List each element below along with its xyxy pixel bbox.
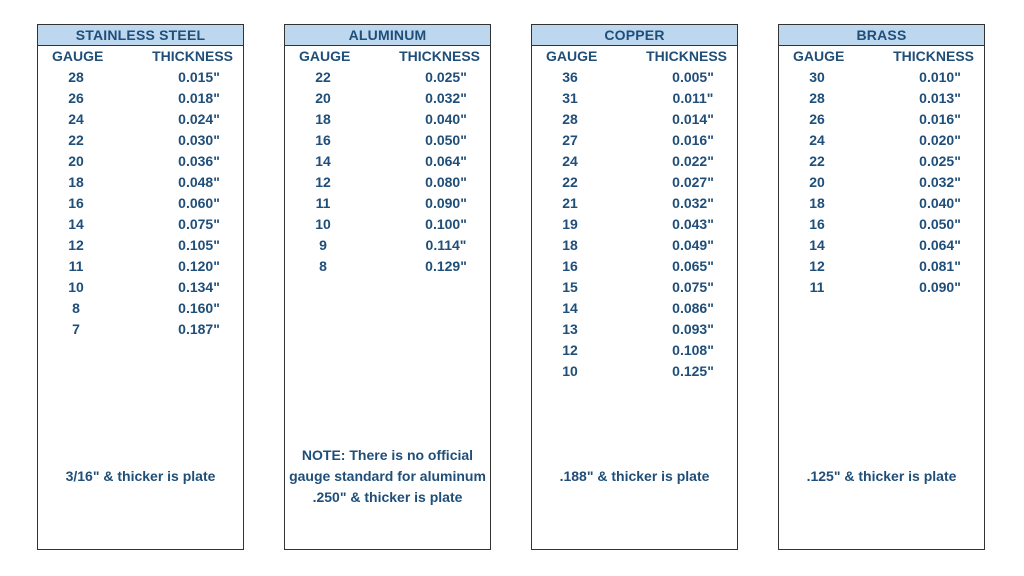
thickness-cell: 0.022": [672, 153, 714, 169]
thickness-cell: 0.090": [425, 195, 467, 211]
note-line: .125" & thicker is plate: [806, 468, 957, 484]
gauge-cell: 18: [809, 195, 825, 211]
thickness-cell: 0.032": [425, 90, 467, 106]
aluminum-note: [285, 445, 490, 508]
panel-aluminum: [284, 24, 491, 550]
gauge-cell: 20: [68, 153, 84, 169]
gauge-cell: 10: [68, 279, 84, 295]
gauge-cell: 19: [562, 216, 578, 232]
table-row: [38, 151, 243, 172]
gauge-cell: 27: [562, 132, 578, 148]
gauge-cell: 9: [319, 237, 327, 253]
panel-stainless-steel: [37, 24, 244, 550]
panel-title: ALUMINUM: [285, 25, 490, 46]
thickness-cell: 0.075": [178, 216, 220, 232]
column-header-row: [285, 46, 490, 67]
table-row: [38, 130, 243, 151]
table-row: [285, 109, 490, 130]
gauge-cell: 26: [68, 90, 84, 106]
gauge-cell: 16: [315, 132, 331, 148]
thickness-cell: 0.024": [178, 111, 220, 127]
gauge-cell: 24: [809, 132, 825, 148]
note-line: NOTE: There is no official: [301, 447, 474, 463]
gauge-cell: 11: [315, 195, 331, 211]
gauge-cell: 13: [562, 321, 578, 337]
thickness-cell: 0.086": [672, 300, 714, 316]
thickness-cell: 0.065": [672, 258, 714, 274]
gauge-cell: 12: [315, 174, 331, 190]
gauge-cell: 16: [68, 195, 84, 211]
table-row: [532, 67, 737, 88]
table-row: [285, 256, 490, 277]
panel-copper: [531, 24, 738, 550]
panel-title: STAINLESS STEEL: [38, 25, 243, 46]
gauge-cell: 14: [68, 216, 84, 232]
gauge-cell: 10: [315, 216, 331, 232]
gauge-cell: 18: [315, 111, 331, 127]
gauge-cell: 26: [809, 111, 825, 127]
gauge-header: GAUGE: [52, 48, 104, 64]
gauge-header: GAUGE: [546, 48, 598, 64]
table-row: [532, 214, 737, 235]
gauge-cell: 31: [562, 90, 578, 106]
thickness-cell: 0.125": [672, 363, 714, 379]
rows: [532, 67, 737, 382]
thickness-cell: 0.134": [178, 279, 220, 295]
table-row: [285, 172, 490, 193]
gauge-header: GAUGE: [793, 48, 845, 64]
thickness-cell: 0.025": [425, 69, 467, 85]
table-row: [532, 88, 737, 109]
note-line: .250" & thicker is plate: [312, 489, 463, 505]
table-row: [285, 130, 490, 151]
gauge-cell: 28: [562, 111, 578, 127]
thickness-cell: 0.030": [178, 132, 220, 148]
table-row: [38, 277, 243, 298]
thickness-cell: 0.025": [919, 153, 961, 169]
gauge-cell: 21: [562, 195, 578, 211]
table-row: [532, 298, 737, 319]
thickness-cell: 0.093": [672, 321, 714, 337]
thickness-cell: 0.048": [178, 174, 220, 190]
rows: [779, 67, 984, 298]
panel-title: BRASS: [779, 25, 984, 46]
thickness-cell: 0.105": [178, 237, 220, 253]
plate-note: [779, 466, 984, 487]
table-row: [779, 88, 984, 109]
note-line: gauge standard for aluminum: [289, 468, 486, 484]
thickness-header: THICKNESS: [399, 48, 480, 64]
thickness-cell: 0.050": [919, 216, 961, 232]
gauge-cell: 24: [68, 111, 84, 127]
thickness-header: THICKNESS: [893, 48, 974, 64]
gauge-cell: 16: [809, 216, 825, 232]
thickness-cell: 0.040": [425, 111, 467, 127]
table-row: [38, 256, 243, 277]
table-row: [38, 109, 243, 130]
thickness-cell: 0.100": [425, 216, 467, 232]
thickness-cell: 0.187": [178, 321, 220, 337]
table-row: [38, 319, 243, 340]
thickness-cell: 0.020": [919, 132, 961, 148]
thickness-cell: 0.049": [672, 237, 714, 253]
table-row: [532, 235, 737, 256]
table-row: [38, 193, 243, 214]
thickness-cell: 0.014": [672, 111, 714, 127]
table-row: [38, 214, 243, 235]
table-row: [38, 298, 243, 319]
table-row: [779, 256, 984, 277]
gauge-cell: 22: [68, 132, 84, 148]
gauge-cell: 30: [809, 69, 825, 85]
thickness-cell: 0.032": [672, 195, 714, 211]
table-row: [779, 130, 984, 151]
thickness-cell: 0.075": [672, 279, 714, 295]
thickness-cell: 0.016": [672, 132, 714, 148]
panel-title: COPPER: [532, 25, 737, 46]
thickness-cell: 0.064": [425, 153, 467, 169]
thickness-cell: 0.090": [919, 279, 961, 295]
panel-brass: [778, 24, 985, 550]
table-row: [779, 214, 984, 235]
table-row: [285, 151, 490, 172]
table-row: [532, 130, 737, 151]
thickness-cell: 0.129": [425, 258, 467, 274]
table-row: [779, 109, 984, 130]
gauge-cell: 14: [562, 300, 578, 316]
table-row: [532, 256, 737, 277]
table-row: [285, 67, 490, 88]
thickness-cell: 0.120": [178, 258, 220, 274]
gauge-cell: 12: [562, 342, 578, 358]
rows: [285, 67, 490, 277]
table-row: [532, 109, 737, 130]
thickness-cell: 0.081": [919, 258, 961, 274]
thickness-cell: 0.050": [425, 132, 467, 148]
table-row: [532, 340, 737, 361]
table-row: [532, 172, 737, 193]
table-row: [779, 277, 984, 298]
thickness-cell: 0.036": [178, 153, 220, 169]
gauge-cell: 8: [319, 258, 327, 274]
thickness-cell: 0.108": [672, 342, 714, 358]
table-row: [779, 151, 984, 172]
gauge-cell: 8: [72, 300, 80, 316]
gauge-cell: 28: [68, 69, 84, 85]
gauge-cell: 24: [562, 153, 578, 169]
gauge-cell: 10: [562, 363, 578, 379]
thickness-cell: 0.013": [919, 90, 961, 106]
table-row: [285, 88, 490, 109]
gauge-cell: 7: [72, 321, 80, 337]
thickness-cell: 0.015": [178, 69, 220, 85]
table-row: [532, 193, 737, 214]
rows: [38, 67, 243, 340]
thickness-cell: 0.011": [672, 90, 714, 106]
gauge-cell: 22: [315, 69, 331, 85]
table-row: [38, 67, 243, 88]
table-row: [779, 193, 984, 214]
gauge-cell: 20: [315, 90, 331, 106]
thickness-cell: 0.114": [425, 237, 467, 253]
thickness-cell: 0.005": [672, 69, 714, 85]
table-row: [779, 172, 984, 193]
gauge-cell: 15: [562, 279, 578, 295]
table-row: [38, 88, 243, 109]
table-row: [532, 319, 737, 340]
table-row: [779, 235, 984, 256]
thickness-cell: 0.040": [919, 195, 961, 211]
thickness-cell: 0.043": [672, 216, 714, 232]
table-row: [285, 193, 490, 214]
thickness-header: THICKNESS: [646, 48, 727, 64]
table-row: [38, 235, 243, 256]
gauge-cell: 11: [809, 279, 825, 295]
table-row: [532, 277, 737, 298]
gauge-cell: 14: [315, 153, 331, 169]
note-line: .188" & thicker is plate: [559, 468, 710, 484]
table-row: [38, 172, 243, 193]
gauge-cell: 11: [68, 258, 84, 274]
thickness-cell: 0.016": [919, 111, 961, 127]
gauge-cell: 12: [809, 258, 825, 274]
plate-note: [38, 466, 243, 487]
table-row: [532, 361, 737, 382]
table-row: [779, 67, 984, 88]
gauge-cell: 12: [68, 237, 84, 253]
gauge-cell: 18: [68, 174, 84, 190]
thickness-cell: 0.032": [919, 174, 961, 190]
thickness-header: THICKNESS: [152, 48, 233, 64]
gauge-cell: 16: [562, 258, 578, 274]
table-row: [285, 235, 490, 256]
thickness-cell: 0.160": [178, 300, 220, 316]
thickness-cell: 0.064": [919, 237, 961, 253]
table-row: [532, 151, 737, 172]
column-header-row: [779, 46, 984, 67]
gauge-cell: 22: [562, 174, 578, 190]
thickness-cell: 0.010": [919, 69, 961, 85]
thickness-cell: 0.080": [425, 174, 467, 190]
gauge-cell: 22: [809, 153, 825, 169]
column-header-row: [532, 46, 737, 67]
gauge-cell: 36: [562, 69, 578, 85]
column-header-row: [38, 46, 243, 67]
plate-note: [532, 466, 737, 487]
gauge-cell: 14: [809, 237, 825, 253]
thickness-cell: 0.018": [178, 90, 220, 106]
gauge-cell: 20: [809, 174, 825, 190]
thickness-cell: 0.027": [672, 174, 714, 190]
gauge-cell: 28: [809, 90, 825, 106]
gauge-cell: 18: [562, 237, 578, 253]
table-row: [285, 214, 490, 235]
note-line: 3/16" & thicker is plate: [65, 468, 216, 484]
thickness-cell: 0.060": [178, 195, 220, 211]
gauge-header: GAUGE: [299, 48, 351, 64]
